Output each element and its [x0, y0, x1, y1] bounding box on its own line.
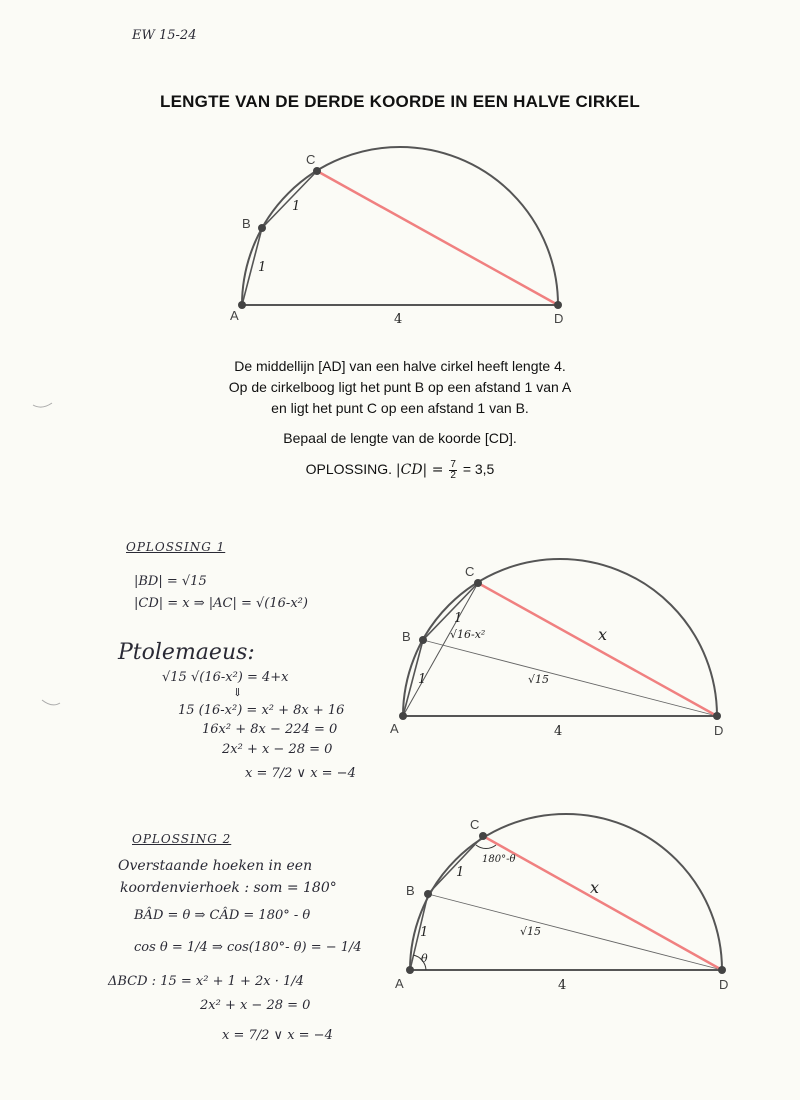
label-b: B: [242, 216, 251, 231]
chord-bc: [262, 171, 317, 228]
length-ac-2: √16-x²: [450, 628, 486, 641]
chord-bd-3: [428, 894, 722, 970]
solution1-line: |BD| = √15: [134, 574, 207, 589]
point-c: [313, 167, 321, 175]
length-bc-2: 1: [454, 611, 463, 626]
problem-statement: [150, 356, 650, 419]
length-cd-2: x: [598, 625, 608, 644]
point-d: [554, 301, 562, 309]
point-b-3: [424, 890, 432, 898]
solution2-line: 2x² + x − 28 = 0: [200, 998, 311, 1013]
angle-c-arc: [476, 845, 496, 849]
solution1-heading: OPLOSSING 1: [126, 540, 226, 554]
length-ab-3: 1: [420, 925, 429, 940]
label-a-3: A: [395, 976, 404, 991]
figure-3: [395, 814, 728, 993]
point-b: [258, 224, 266, 232]
binder-hole-mark: [33, 403, 52, 407]
solution1-line: 2x² + x − 28 = 0: [222, 742, 333, 757]
point-a-3: [406, 966, 414, 974]
point-c-3: [479, 832, 487, 840]
length-bc: 1: [292, 199, 301, 214]
length-bd-3: √15: [520, 925, 542, 938]
label-c-3: C: [470, 817, 480, 832]
point-a-2: [399, 712, 407, 720]
solution2-line: BÂD = θ ⇒ CÂD = 180° - θ: [134, 908, 311, 923]
answer-label: OPLOSSING.: [305, 461, 393, 478]
length-ad-2: 4: [554, 724, 563, 739]
label-a: A: [230, 308, 239, 323]
corner-note: EW 15-24: [132, 28, 197, 43]
point-d-3: [718, 966, 726, 974]
semicircle-arc: [242, 147, 558, 305]
label-b-3: B: [406, 883, 415, 898]
chord-cd-3: [483, 836, 722, 970]
length-cd-3: x: [590, 878, 600, 897]
length-ab: 1: [258, 260, 267, 275]
solution2-line: koordenvierhoek : som = 180°: [120, 880, 337, 896]
point-a: [238, 301, 246, 309]
label-d-3: D: [719, 977, 729, 992]
solution2-line: x = 7/2 ∨ x = −4: [222, 1028, 333, 1043]
solution2-line: ΔBCD : 15 = x² + 1 + 2x · 1/4: [108, 974, 304, 989]
problem-answer: [150, 460, 650, 481]
length-ad-3: 4: [558, 978, 567, 993]
point-b-2: [419, 636, 427, 644]
answer-fraction: [449, 460, 457, 481]
label-c-2: C: [465, 564, 475, 579]
solution2-heading: OPLOSSING 2: [132, 832, 232, 846]
point-d-2: [713, 712, 721, 720]
solution1-line: √15 √(16-x²) = 4+x: [162, 670, 289, 685]
label-d-2: D: [714, 723, 724, 738]
binder-hole-mark: [42, 700, 60, 705]
length-ab-2: 1: [418, 672, 427, 687]
angle-a-label: θ: [421, 952, 428, 965]
label-a-2: A: [390, 721, 399, 736]
answer-denominator: 2: [450, 470, 456, 481]
problem-line: en ligt het punt C op een afstand 1 van B.: [271, 400, 529, 416]
length-bd-2: √15: [528, 673, 550, 686]
figure-1: [230, 147, 563, 327]
page-title: LENGTE VAN DE DERDE KOORDE IN EEN HALVE CIRKEL: [160, 92, 640, 111]
chord-cd-2: [478, 583, 717, 716]
answer-lhs: |CD| =: [395, 462, 444, 479]
solution1-line: Ptolemaeus:: [118, 640, 255, 665]
solution1-line: |CD| = x ⇒ |AC| = √(16-x²): [134, 596, 308, 611]
length-bc-3: 1: [456, 865, 465, 880]
length-ad: 4: [394, 312, 403, 327]
angle-c-label: 180°-θ: [482, 854, 516, 865]
answer-numerator: 7: [450, 459, 456, 470]
solution1-line: x = 7/2 ∨ x = −4: [245, 766, 356, 781]
problem-question: Bepaal de lengte van de koorde [CD].: [283, 430, 517, 446]
solution1-line: 15 (16-x²) = x² + 8x + 16: [178, 703, 345, 718]
label-b-2: B: [402, 629, 411, 644]
chord-bd-2: [423, 640, 717, 716]
solution2-line: Overstaande hoeken in een: [118, 858, 313, 874]
chord-ac-2: [403, 583, 478, 716]
problem-line: De middellijn [AD] van een halve cirkel heeft lengte 4.: [234, 358, 566, 374]
solution1-line: ⇓: [233, 686, 243, 699]
chord-cd: [317, 171, 558, 305]
point-c-2: [474, 579, 482, 587]
label-c: C: [306, 152, 316, 167]
label-d: D: [554, 311, 564, 326]
solution2-line: cos θ = 1/4 ⇒ cos(180°- θ) = − 1/4: [134, 940, 362, 955]
answer-rhs: = 3,5: [462, 461, 495, 478]
figure-2: [390, 559, 723, 739]
problem-line: Op de cirkelboog ligt het punt B op een afstand 1 van A: [228, 379, 572, 395]
semicircle-arc-3: [410, 814, 722, 970]
solution1-line: 16x² + 8x − 224 = 0: [202, 722, 338, 737]
